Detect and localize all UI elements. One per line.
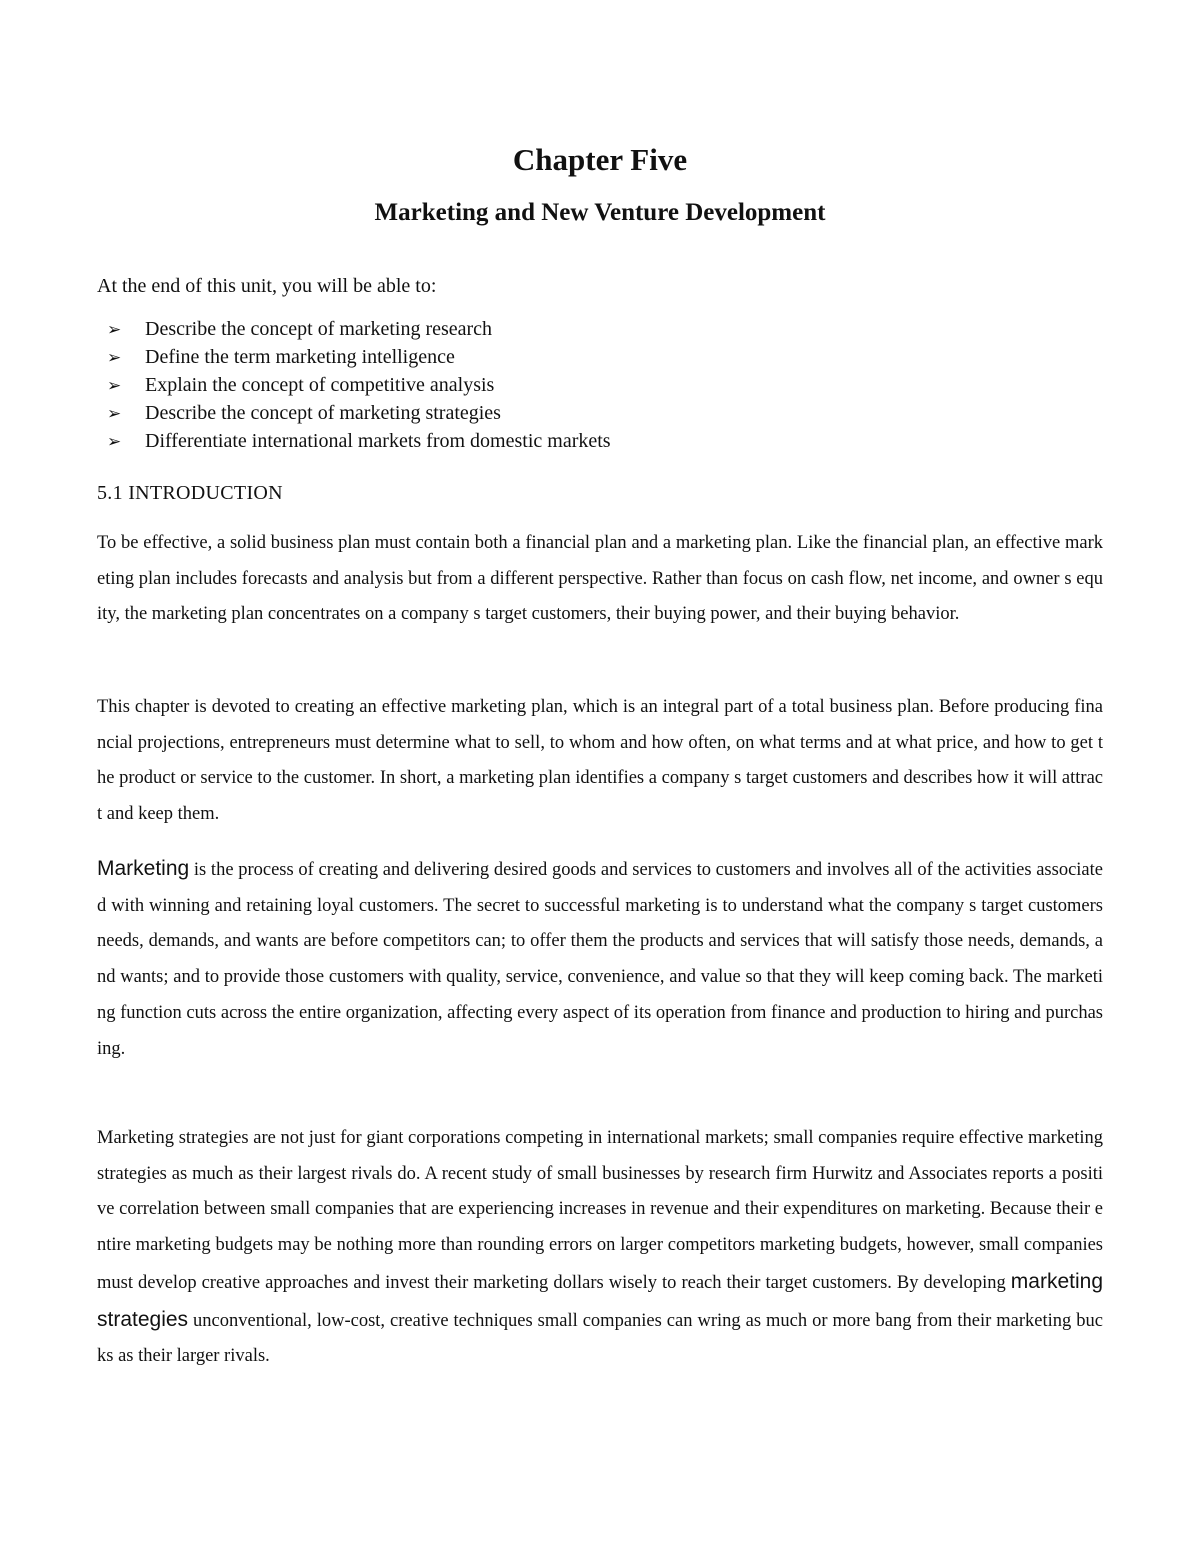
paragraph-text: is the process of creating and delivering desired goods and services to customers and involves all of the activities associated with winning and retaining loyal customers. The secret to successful marketing is to understand what the company s target customers needs, demands, and wants are before competitors can; to offer them the products and services that will satisfy those needs, demands, and wants; and to provide those customers with quality, service, convenience, and value so that they will keep coming back. The marketing function cuts across the entire organization, affecting every aspect of its operation from finance and production to hiring and purchasing. xyxy=(97,860,1103,1059)
paragraph-chapter-purpose: This chapter is devoted to creating an effective marketing plan, which is an integral part of a total business plan. Before producing financial projections, entrepreneurs must determine what to sell, to whom and how often, on what terms and at what price, and how to get the product or service to the customer. In short, a marketing plan identifies a company s target customers and describes how it will attract and keep them. xyxy=(97,697,1103,825)
paragraph-text: Marketing strategies are not just for giant corporations competing in international markets; small companies require effective marketing strategies as much as their largest rivals do. A recent study of small businesses by research firm Hurwitz and Associates reports a positive correlation between small companies that are experiencing increases in revenue and their expenditures on marketing. Because their entire marketing budgets may be nothing more than rounding errors on larger competitors marketing budgets, however, small companies must develop creative approaches and invest their marketing dollars wisely to reach their target customers. By developing xyxy=(97,1128,1103,1293)
objective-text: Describe the concept of marketing research xyxy=(145,318,493,340)
objective-text: Define the term marketing intelligence xyxy=(145,346,455,368)
arrow-bullet-icon: ➢ xyxy=(107,320,122,340)
chapter-subtitle: Marketing and New Venture Development xyxy=(374,199,826,226)
objective-text: Differentiate international markets from domestic markets xyxy=(145,430,611,452)
arrow-bullet-icon: ➢ xyxy=(107,348,122,368)
list-item xyxy=(107,400,611,428)
arrow-bullet-icon: ➢ xyxy=(107,432,122,452)
objective-text: Describe the concept of marketing strategies xyxy=(145,402,501,424)
paragraph-marketing-definition xyxy=(97,851,1103,1067)
arrow-bullet-icon: ➢ xyxy=(107,404,122,424)
list-item xyxy=(107,372,611,400)
objective-text: Explain the concept of competitive analysis xyxy=(145,374,495,396)
list-item xyxy=(107,316,611,344)
paragraph-marketing-strategies xyxy=(97,1121,1103,1375)
term-marketing: Marketing xyxy=(97,857,190,880)
list-item xyxy=(107,344,611,372)
arrow-bullet-icon: ➢ xyxy=(107,376,122,396)
term-marketing-strategies: marketing strategies xyxy=(97,1269,1103,1331)
section-heading: 5.1 INTRODUCTION xyxy=(97,482,283,504)
chapter-title: Chapter Five xyxy=(512,142,688,177)
list-item xyxy=(107,428,611,456)
objectives-list xyxy=(107,316,611,456)
paragraph-intro: To be effective, a solid business plan must contain both a financial plan and a marketing plan. Like the financial plan, an effective marketing plan includes forecasts and analysis but from a different perspective. Rather than focus on cash flow, net income, and owner s equity, the marketing plan concentrates on a company s target customers, their buying power, and their buying behavior. xyxy=(97,533,1103,625)
paragraph-text: unconventional, low-cost, creative techniques small companies can wring as much or more bang from their marketing bucks as their larger rivals. xyxy=(97,1310,1103,1367)
objectives-intro: At the end of this unit, you will be able to: xyxy=(97,275,437,297)
